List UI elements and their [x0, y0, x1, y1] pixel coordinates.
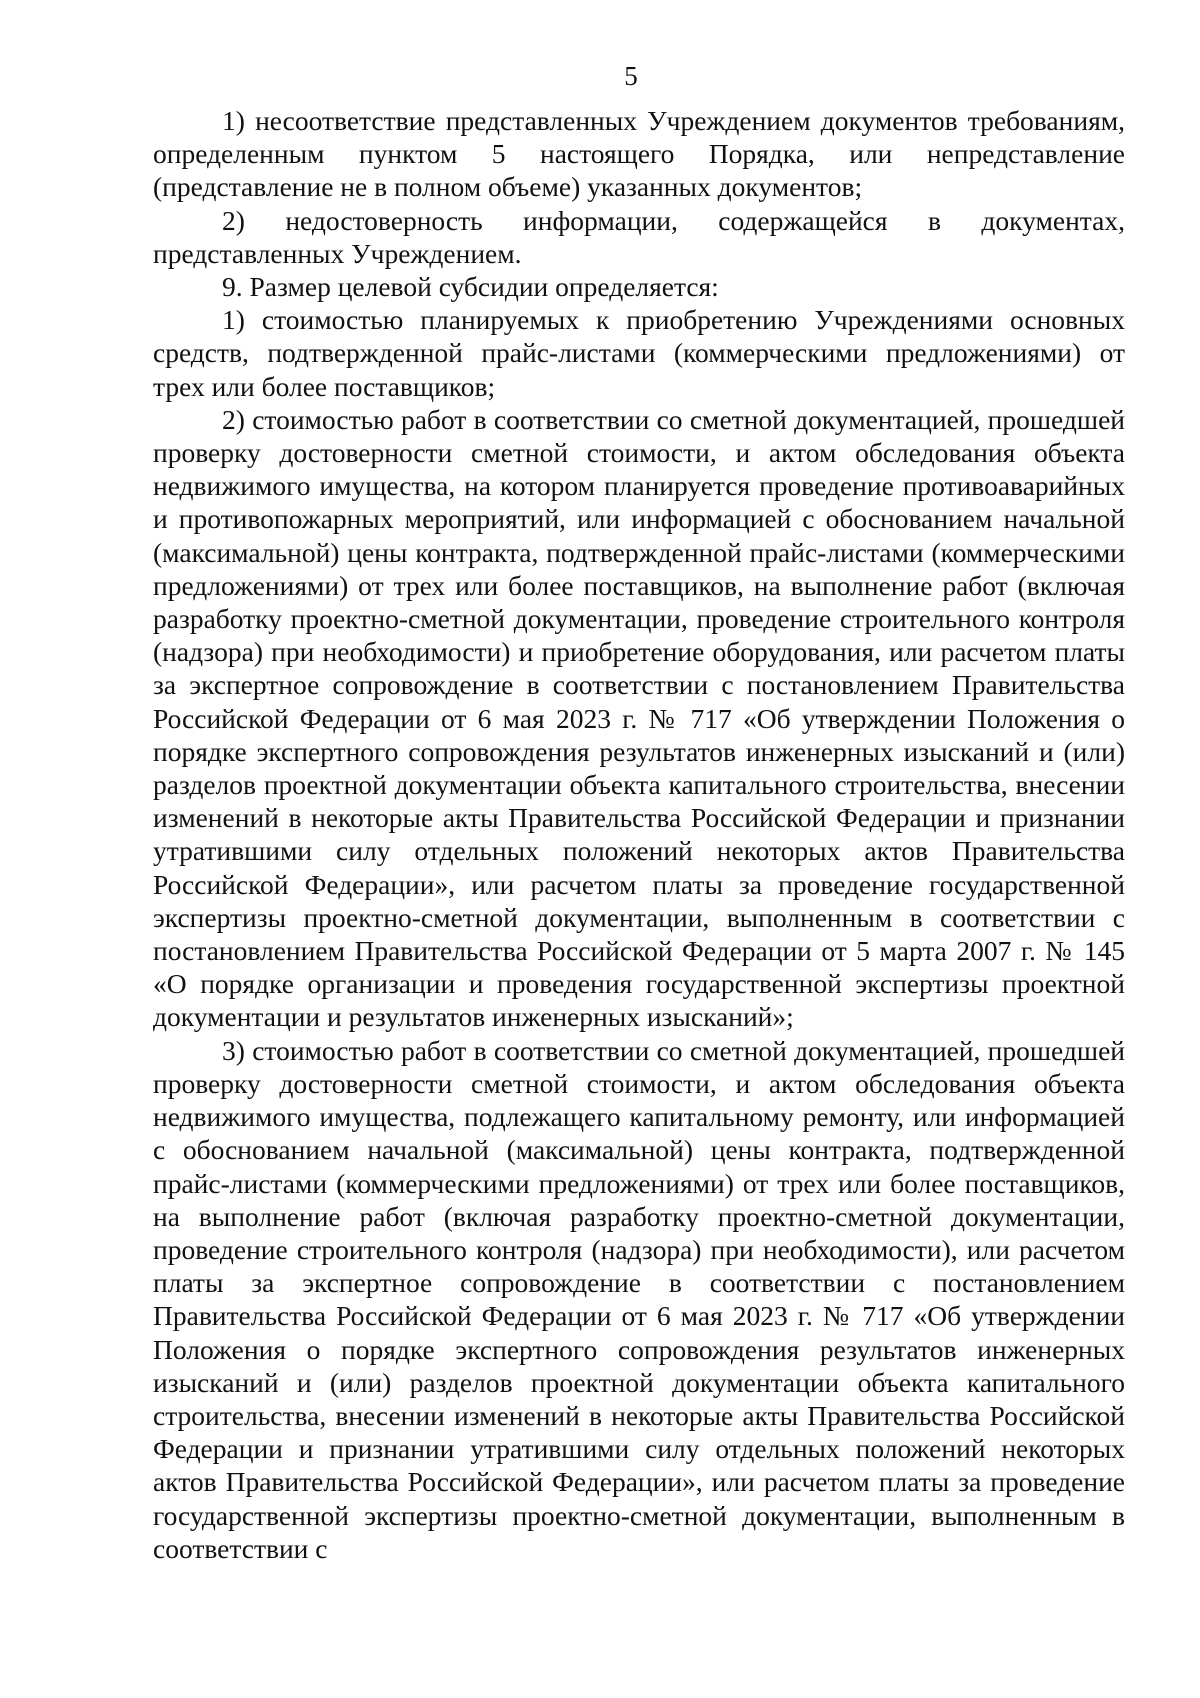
paragraph-subitem-1: 1) стоимостью планируемых к приобретению Учреждениями основных средств, подтвержденной прайс-листами (коммерческими предложениями) от трех или более поставщиков; [153, 304, 1125, 402]
paragraph-section-9: 9. Размер целевой субсидии определяется: [222, 271, 719, 303]
paragraph-subitem-3: 3) стоимостью работ в соответствии со сметной документацией, прошедшей проверку достоверности сметной стоимости, и актом обследования объекта недвижимого имущества, подлежащего капитальному ремонту, или информацией с обоснованием начальной (максимальной) цены контракта, подтвержденной прайс-листами (коммерческими предложениями) от трех или более поставщиков, на выполнение работ (включая разработку проектно-сметной документации, проведение строительного контроля (надзора) при необходимости), или расчетом платы за экспертное сопровождение в соответствии с постановлением Правительства Российской Федерации от 6 мая 2023 г. № 717 «Об утверждении Положения о порядке экспертного сопровождения результатов инженерных изысканий и (или) разделов проектной документации объекта капитального строительства, внесении изменений в некоторые акты Правительства Российской Федерации и признании утратившими силу отдельных положений некоторых актов Правительства Российской Федерации», или расчетом платы за проведение государственной экспертизы проектно-сметной документации, выполненным в соответствии с [153, 1034, 1125, 1564]
paragraph-subitem-2: 2) стоимостью работ в соответствии со сметной документацией, прошедшей проверку достоверности сметной стоимости, и актом обследования объекта недвижимого имущества, на котором планируется проведение противоаварийных и противопожарных мероприятий, или информацией с обоснованием начальной (максимальной) цены контракта, подтвержденной прайс-листами (коммерческими предложениями) от трех или более поставщиков, на выполнение работ (включая разработку проектно-сметной документации, проведение строительного контроля (надзора) при необходимости) и приобретение оборудования, или расчетом платы за экспертное сопровождение в соответствии с постановлением Правительства Российской Федерации от 6 мая 2023 г. № 717 «Об утверждении Положения о порядке экспертного сопровождения результатов инженерных изысканий и (или) разделов проектной документации объекта капитального строительства, внесении изменений в некоторые акты Правительства Российской Федерации и признании утратившими силу отдельных положений некоторых актов Правительства Российской Федерации», или расчетом платы за проведение государственной экспертизы проектно-сметной документации, выполненным в соответствии с постановлением Правительства Российской Федерации от 5 марта 2007 г. № 145 «О порядке организации и проведения государственной экспертизы проектной документации и результатов инженерных изысканий»; [153, 403, 1125, 1033]
paragraph-item-1: 1) несоответствие представленных Учреждением документов требованиям, определенным пунктом 5 настоящего Порядка, или непредставление (представление не в полном объеме) указанных документов; [153, 105, 1125, 203]
document-body [153, 104, 1125, 1565]
paragraph-item-2: 2) недостоверность информации, содержащейся в документах, представленных Учреждением. [153, 204, 1125, 269]
page-number: 5 [624, 61, 638, 91]
